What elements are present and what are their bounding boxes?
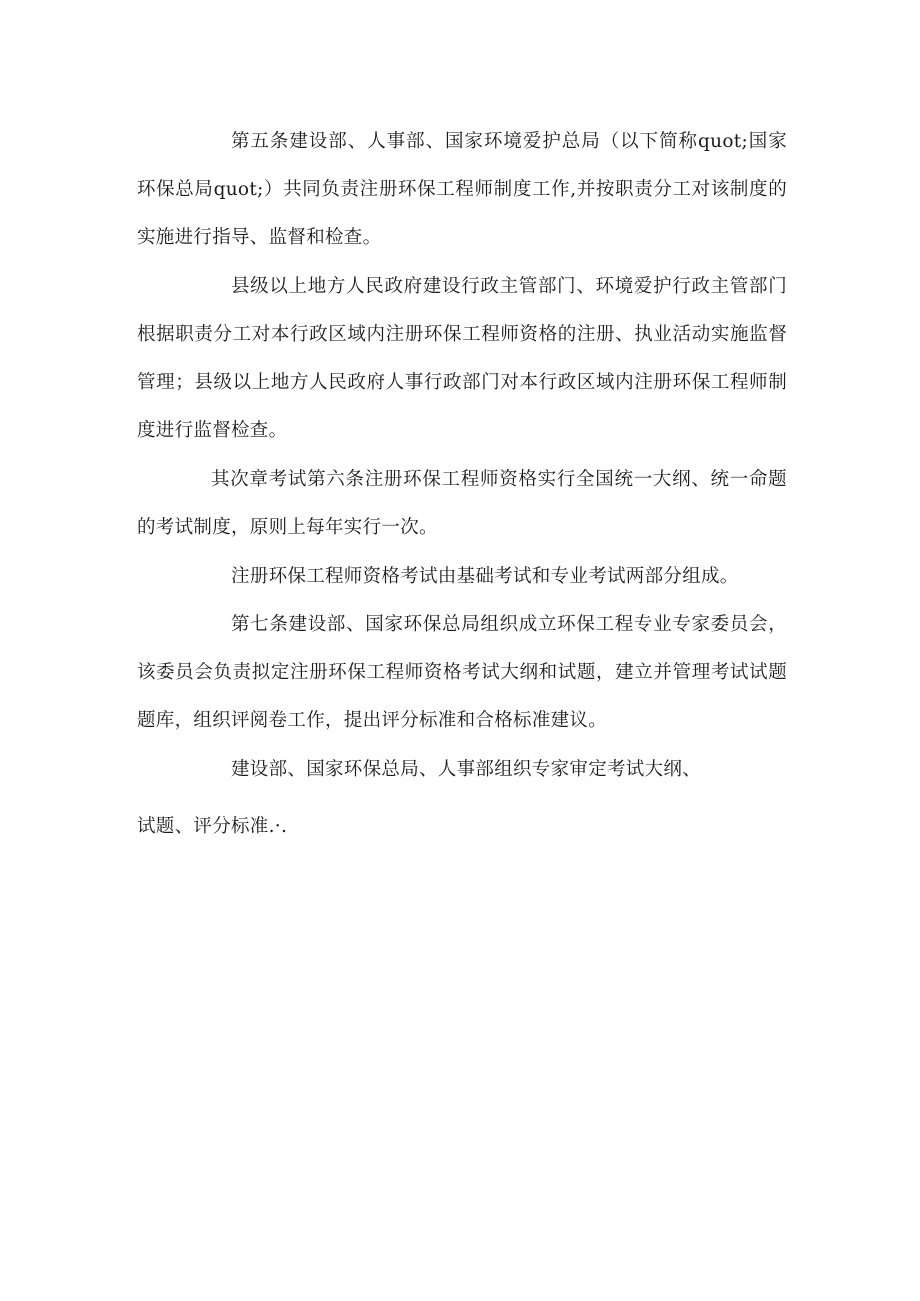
paragraph-review-continuation: 试题、评分标准.·. bbox=[137, 816, 288, 837]
paragraph-article-5: 第五条建设部、人事部、国家环境爱护总局（以下简称quot;国家环保总局quot;）共同负责注册环保工程师制度工作,并按职责分工对该制度的实施进行指导、监督和检查。 bbox=[137, 131, 787, 248]
paragraph-county-supervision: 县级以上地方人民政府建设行政主管部门、环境爱护行政主管部门根据职责分工对本行政区域内注册环保工程师资格的注册、执业活动实施监督管理；县级以上地方人民政府人事行政部门对本行政区域内注册环保工程师制度进行监督检查。 bbox=[137, 276, 787, 441]
paragraph-review-syllabus: 建设部、国家环保总局、人事部组织专家审定考试大纲、 bbox=[231, 759, 702, 780]
paragraph-exam-composition: 注册环保工程师资格考试由基础考试和专业考试两部分组成。 bbox=[231, 566, 739, 587]
paragraph-chapter-2-article-6: 其次章考试第六条注册环保工程师资格实行全国统一大纲、统一命题的考试制度，原则上每年实行一次。 bbox=[137, 469, 787, 538]
paragraph-article-7: 第七条建设部、国家环保总局组织成立环保工程专业专家委员会，该委员会负责拟定注册环保工程师资格考试大纲和试题，建立并管理考试试题题库，组织评阅卷工作，提出评分标准和合格标准建议。 bbox=[137, 614, 787, 731]
